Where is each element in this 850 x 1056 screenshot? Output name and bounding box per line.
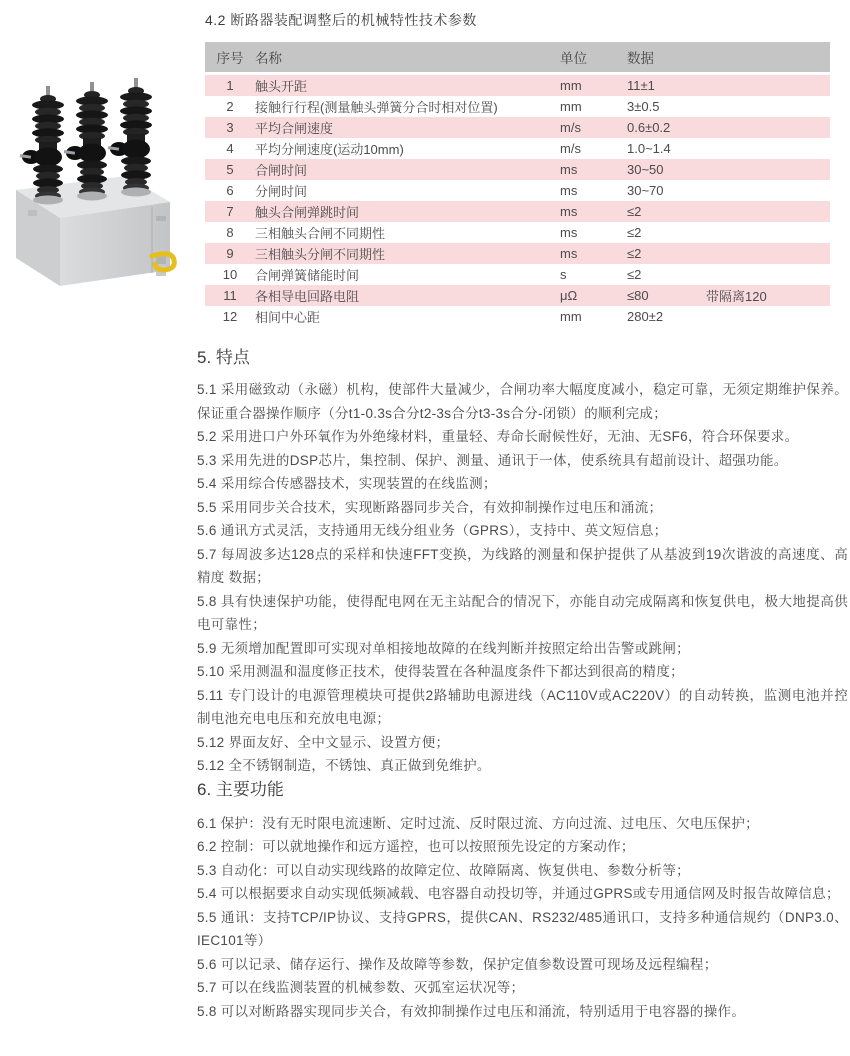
cell-name: 三相触头合闸不同期性 <box>255 226 386 241</box>
table-row <box>205 180 830 201</box>
cell-unit: mm <box>560 75 627 96</box>
cell-value: ≤2 <box>627 243 706 264</box>
mechanical-parameters-table <box>205 42 830 327</box>
cell-unit: μΩ <box>560 285 627 306</box>
cell-extra <box>706 306 830 327</box>
table-row <box>205 117 830 138</box>
cell-value: ≤2 <box>627 267 642 282</box>
feature-item: 5.1 采用磁致动（永磁）机构，使部件大量减少，合闸功率大幅度度减小，稳定可靠，无须定期维护保养。保证重合器操作顺序（分t1-0.3s合分t2-3s合分t3-3s合分-闭锁）的顺利完成； <box>197 382 848 421</box>
cell-name: 接触行行程(测量触头弹簧分合时相对位置) <box>255 100 498 115</box>
table-header <box>205 42 830 75</box>
table-row <box>205 285 830 306</box>
feature-item: 5.12 全不锈钢制造，不锈蚀、真正做到免维护。 <box>197 758 491 773</box>
cell-unit: m/s <box>560 141 581 156</box>
cell-name: 平均分闸速度(运动10mm) <box>255 142 404 157</box>
col-header-name: 名称 <box>255 42 560 75</box>
cell-name: 合闸时间 <box>255 159 560 180</box>
cell-no: 5 <box>205 159 255 180</box>
cell-extra <box>706 243 830 264</box>
table-row <box>205 96 830 117</box>
section-6-title: 6. 主要功能 <box>197 779 284 799</box>
feature-item: 5.2 采用进口户外环氧作为外绝缘材料，重量轻、寿命长耐候性好，无油、无SF6，符合环保要求。 <box>197 429 799 444</box>
cell-name: 触头开距 <box>255 75 560 96</box>
cell-extra <box>706 117 830 138</box>
cell-no: 9 <box>205 243 255 264</box>
cell-no: 4 <box>226 141 234 156</box>
cell-no: 11 <box>205 285 255 306</box>
function-item: 6.1 保护：没有无时限电流速断、定时过流、反时限过流、方向过流、过电压、欠电压保护； <box>197 815 759 831</box>
cell-no: 1 <box>205 75 255 96</box>
table-row <box>205 75 830 96</box>
col-header-data: 数据 <box>627 42 830 75</box>
section-6-items <box>197 812 848 1024</box>
cell-value: ≤80 <box>627 285 706 306</box>
table-body <box>205 75 830 327</box>
table-row <box>205 243 830 264</box>
cell-no: 2 <box>226 99 234 114</box>
cell-no: 6 <box>226 183 234 198</box>
cell-no: 8 <box>226 225 234 240</box>
function-item: 6.2 控制：可以就地操作和远方遥控，也可以按照预先设定的方案动作； <box>197 839 635 854</box>
function-item: 5.4 可以根据要求自动实现低频减载、电容器自动投切等，并通过GPRS或专用通信网及时报告故障信息； <box>197 886 840 901</box>
cell-extra <box>706 180 830 201</box>
feature-item: 5.8 具有快速保护功能，使得配电网在无主站配合的情况下，亦能自动完成隔离和恢复供电，极大地提高供电可靠性； <box>197 593 848 632</box>
table-row <box>205 138 830 159</box>
cell-name: 相间中心距 <box>255 310 321 325</box>
function-item: 5.6 可以记录、储存运行、操作及故障等参数，保护定值参数设置可现场及远程编程； <box>197 956 718 972</box>
table-row <box>205 264 830 285</box>
cell-extra <box>706 159 830 180</box>
table-row <box>205 222 830 243</box>
cell-extra <box>706 264 830 285</box>
circuit-breaker-illustration <box>6 70 180 306</box>
section-5-items <box>197 378 848 778</box>
cell-value: 30~70 <box>627 183 664 198</box>
cell-unit: ms <box>560 243 627 264</box>
text-sections <box>197 347 848 1023</box>
function-item: 5.8 可以对断路器实现同步关合，有效抑制操作过电压和涌流，特别适用于电容器的操作。 <box>197 1003 746 1019</box>
cell-unit: ms <box>560 159 627 180</box>
feature-item: 5.9 无须增加配置即可实现对单相接地故障的在线判断并按照定给出告警或跳闸； <box>197 640 690 656</box>
cell-no: 10 <box>222 267 238 282</box>
cell-extra <box>706 75 830 96</box>
cell-name: 三相触头分闸不同期性 <box>255 243 560 264</box>
table-row <box>205 159 830 180</box>
cell-no: 7 <box>205 201 255 222</box>
table-row <box>205 201 830 222</box>
section-4-2-title: 4.2 断路器装配调整后的机械特性技术参数 <box>205 12 477 28</box>
cell-extra <box>706 138 830 159</box>
cell-unit: mm <box>560 309 582 324</box>
function-item: 5.3 自动化：可以自动实现线路的故障定位、故障隔离、恢复供电、参数分析等； <box>197 862 690 878</box>
cell-value: 3±0.5 <box>627 99 660 114</box>
feature-item: 5.6 通讯方式灵活，支持通用无线分组业务（GPRS），支持中、英文短信息； <box>197 523 668 538</box>
cell-unit: ms <box>560 183 578 198</box>
feature-item: 5.7 每周波多达128点的采样和快速FFT变换，为线路的测量和保护提供了从基波到19次谐波的高速度、高精度 数据； <box>197 546 848 585</box>
table-row <box>205 306 830 327</box>
cell-unit: ms <box>560 201 627 222</box>
cell-name: 各相导电回路电阻 <box>255 285 560 306</box>
cell-value: 280±2 <box>627 309 664 324</box>
cell-value: 30~50 <box>627 159 706 180</box>
cell-name: 触头合闸弹跳时间 <box>255 201 560 222</box>
cell-extra <box>706 222 830 243</box>
cell-no: 12 <box>222 309 238 324</box>
cell-value: 11±1 <box>627 75 706 96</box>
col-header-unit: 单位 <box>560 42 627 75</box>
cell-name: 分闸时间 <box>255 184 308 199</box>
feature-item: 5.12 界面友好、全中文显示、设置方便； <box>197 734 450 750</box>
section-5-title: 5. 特点 <box>197 348 250 367</box>
feature-item: 5.11 专门设计的电源管理模块可提供2路辅助电源进线（AC110V或AC220V）的自动转换，监测电池并控制电池充电电压和充放电电源； <box>197 687 848 726</box>
cell-extra <box>706 96 830 117</box>
cell-unit: ms <box>560 225 578 240</box>
cell-value: ≤2 <box>627 201 706 222</box>
cell-unit: s <box>560 267 567 282</box>
cell-unit: m/s <box>560 117 627 138</box>
function-item: 5.7 可以在线监测装置的机械参数、灭弧室运状况等； <box>197 980 525 995</box>
cell-name: 合闸弹簧储能时间 <box>255 268 360 283</box>
cell-no: 3 <box>205 117 255 138</box>
cell-extra: 带隔离120 <box>706 285 830 306</box>
cell-name: 平均合闸速度 <box>255 117 560 138</box>
product-photo <box>6 70 180 306</box>
cell-value: 0.6±0.2 <box>627 117 706 138</box>
function-item: 5.5 通讯：支持TCP/IP协议、支持GPRS，提供CAN、RS232/485通讯口，支持多种通信规约（DNP3.0、IEC101等） <box>197 909 848 948</box>
feature-item: 5.4 采用综合传感器技术，实现装置的在线监测； <box>197 476 497 491</box>
cell-extra <box>706 201 830 222</box>
feature-item: 5.5 采用同步关合技术，实现断路器同步关合，有效抑制操作过电压和涌流； <box>197 499 663 515</box>
feature-item: 5.10 采用测温和温度修正技术，使得装置在各种温度条件下都达到很高的精度； <box>197 664 684 679</box>
cell-unit: mm <box>560 99 582 114</box>
feature-item: 5.3 采用先进的DSP芯片，集控制、保护、测量、通讯于一体，使系统具有超前设计、超强功能。 <box>197 452 788 468</box>
col-header-no: 序号 <box>205 42 255 75</box>
cell-value: 1.0~1.4 <box>627 141 671 156</box>
cell-value: ≤2 <box>627 225 642 240</box>
